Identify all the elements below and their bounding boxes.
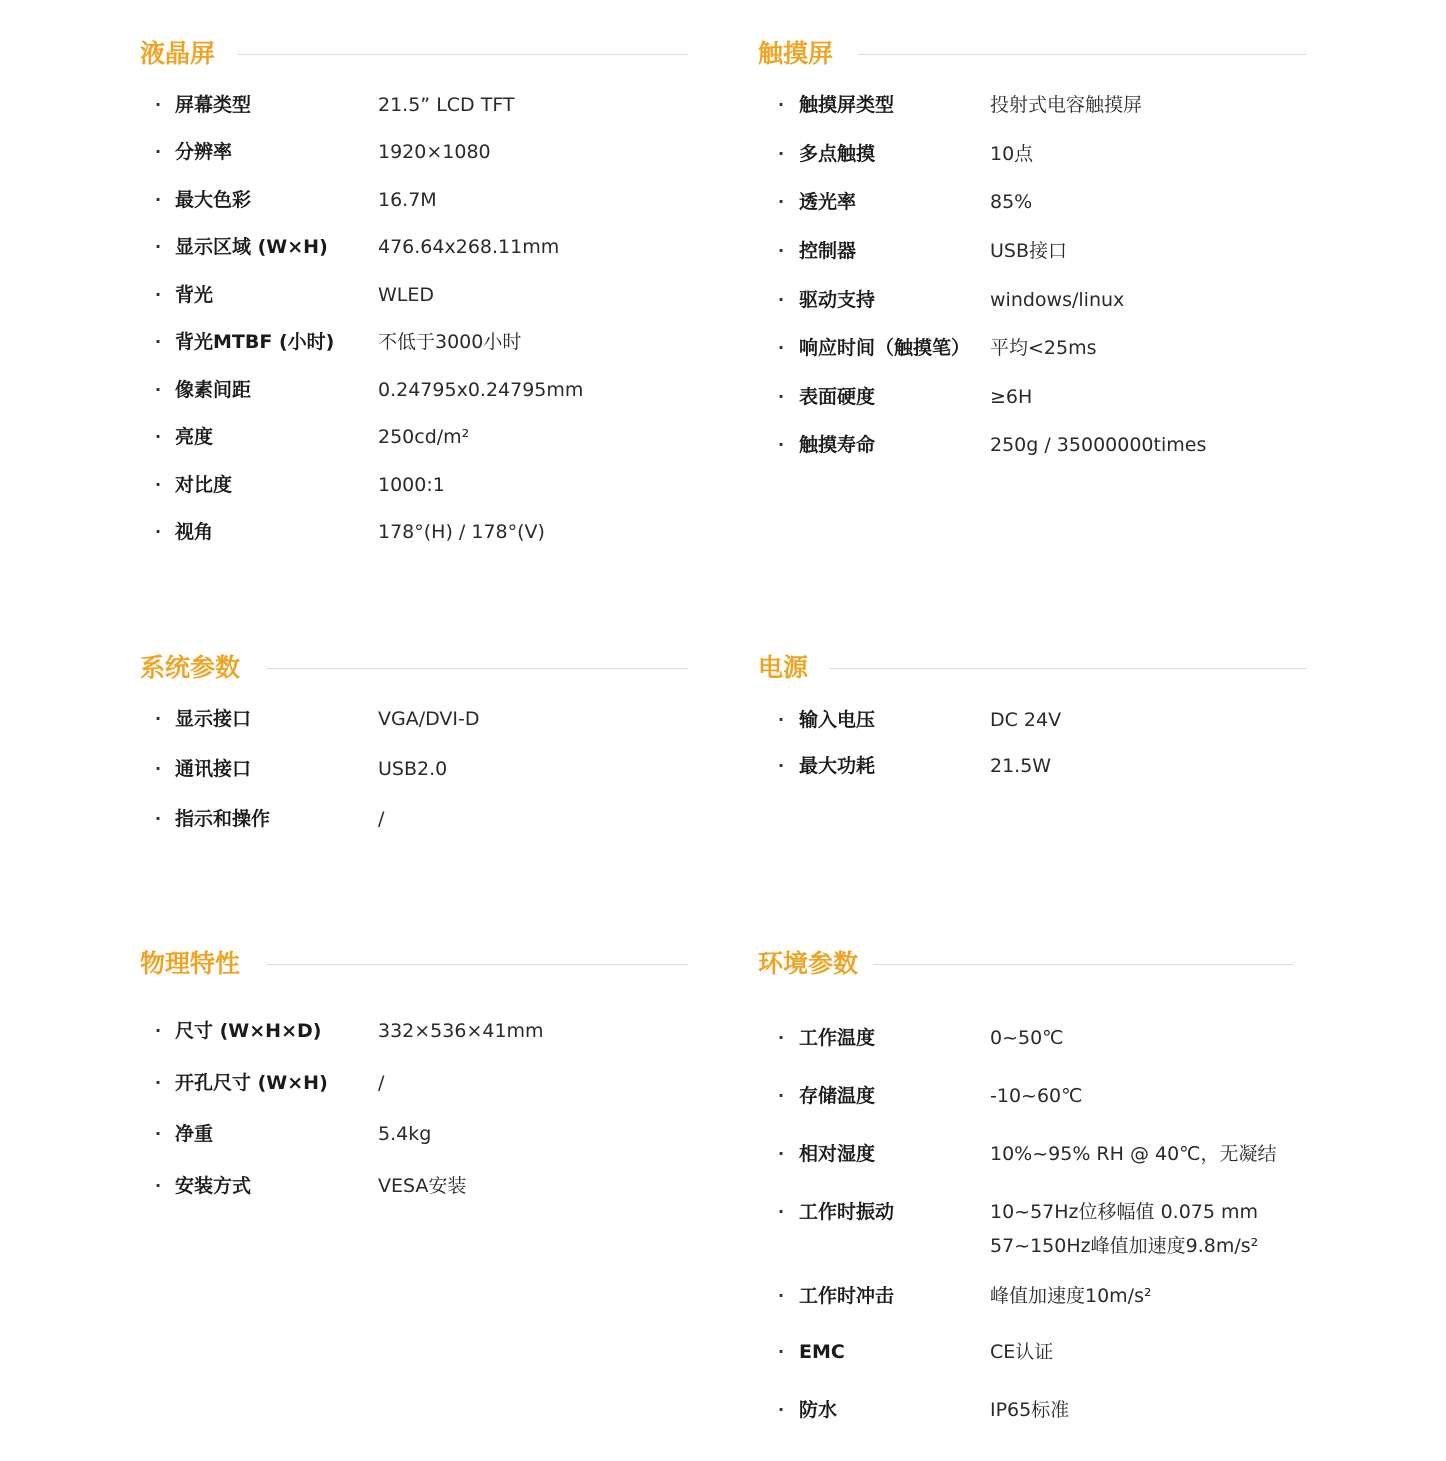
section-title: 物理特性 [140,949,241,978]
bullet-icon: · [778,95,785,114]
bullet-icon: · [778,241,785,260]
spec-label: 存储温度 [799,1085,876,1107]
section-title: 触摸屏 [758,39,834,68]
bullet-icon: · [778,1400,785,1419]
spec-value: 5.4kg [378,1123,432,1145]
spec-label: 通讯接口 [175,758,252,780]
spec-label: 对比度 [175,474,233,496]
spec-label: 工作时冲击 [799,1285,895,1307]
bullet-icon: · [155,759,162,778]
bullet-icon: · [155,1176,162,1195]
spec-label: 最大色彩 [175,189,252,211]
section-header [140,946,688,982]
bullet-icon: · [778,290,785,309]
section-lcd [140,36,688,566]
spec-value: 1920×1080 [378,141,491,163]
spec-value: 85% [990,191,1033,213]
spec-value: 0.24795x0.24795mm [378,379,584,401]
spec-label: 净重 [175,1123,214,1145]
spec-value: 476.64x268.11mm [378,236,560,258]
spec-value: 250cd/m² [378,426,470,448]
bullet-icon: · [778,756,785,775]
spec-label: 响应时间（触摸笔） [799,337,971,359]
bullet-icon: · [778,192,785,211]
bullet-icon: · [155,380,162,399]
spec-label: 表面硬度 [799,386,876,408]
spec-label: 背光MTBF (小时) [175,331,335,353]
spec-value: VESA安装 [378,1175,467,1197]
bullet-icon: · [778,435,785,454]
section-header [758,650,1306,686]
bullet-icon: · [155,475,162,494]
spec-label: 屏幕类型 [175,94,252,116]
spec-label: 开孔尺寸 (W×H) [175,1072,328,1094]
section-header [758,946,1306,982]
bullet-icon: · [155,709,162,728]
spec-label: 显示区域 (W×H) [175,236,328,258]
section-environment [758,946,1306,1436]
bullet-icon: · [155,142,162,161]
spec-value: / [378,1072,385,1094]
spec-label: 相对湿度 [799,1143,876,1165]
bullet-icon: · [778,1286,785,1305]
bullet-icon: · [155,190,162,209]
spec-value: ≥6H [990,386,1033,408]
spec-label: 透光率 [799,191,857,213]
spec-label: 驱动支持 [799,289,876,311]
spec-value: 332×536×41mm [378,1020,544,1042]
section-title: 电源 [758,653,809,682]
bullet-icon: · [778,1086,785,1105]
spec-label: 多点触摸 [799,143,876,165]
section-physical [140,946,688,1206]
bullet-icon: · [155,1124,162,1143]
section-header [140,650,688,686]
spec-label: 安装方式 [175,1175,252,1197]
section-title: 系统参数 [140,653,241,682]
bullet-icon: · [155,237,162,256]
bullet-icon: · [778,1342,785,1361]
spec-value: 平均<25ms [990,337,1097,359]
spec-value: 16.7M [378,189,437,211]
bullet-icon: · [155,95,162,114]
spec-value: WLED [378,284,435,306]
section-system [140,650,688,850]
section-header [758,36,1306,72]
spec-value: 178°(H) / 178°(V) [378,521,545,543]
spec-value: 250g / 35000000times [990,434,1207,456]
bullet-icon: · [778,1028,785,1047]
bullet-icon: · [778,710,785,729]
section-power [758,650,1306,800]
spec-value: 21.5” LCD TFT [378,94,515,116]
bullet-icon: · [778,1144,785,1163]
spec-label: 视角 [175,521,214,543]
section-divider [873,964,1293,965]
bullet-icon: · [778,1202,785,1221]
spec-label: 分辨率 [175,141,233,163]
bullet-icon: · [155,522,162,541]
spec-value-line2: 57~150Hz峰值加速度9.8m/s² [990,1235,1259,1257]
bullet-icon: · [155,332,162,351]
spec-value: CE认证 [990,1341,1054,1363]
spec-value: 21.5W [990,755,1052,777]
spec-value: USB2.0 [378,758,448,780]
spec-value: 0~50℃ [990,1027,1064,1049]
spec-label: 亮度 [175,426,214,448]
spec-label: 工作时振动 [799,1201,895,1223]
spec-value: 峰值加速度10m/s² [990,1285,1152,1307]
spec-label: 显示接口 [175,708,252,730]
spec-value: VGA/DVI-D [378,708,480,730]
bullet-icon: · [155,285,162,304]
spec-label: 背光 [175,284,214,306]
spec-label: 指示和操作 [175,808,271,830]
section-touch [758,36,1306,476]
spec-label: 触摸屏类型 [799,94,895,116]
bullet-icon: · [778,144,785,163]
section-title: 环境参数 [758,949,859,978]
section-header [140,36,688,72]
spec-value: -10~60℃ [990,1085,1083,1107]
spec-label: 像素间距 [175,379,252,401]
spec-label: 工作温度 [799,1027,876,1049]
spec-label: 输入电压 [799,709,876,731]
spec-label: 控制器 [799,240,857,262]
bullet-icon: · [155,1073,162,1092]
bullet-icon: · [778,387,785,406]
section-divider [858,54,1306,55]
section-title: 液晶屏 [140,39,216,68]
section-divider [238,54,688,55]
bullet-icon: · [155,1021,162,1040]
spec-value: IP65标准 [990,1399,1070,1421]
spec-value: DC 24V [990,709,1062,731]
spec-label: EMC [799,1341,845,1363]
spec-value: 10%~95% RH @ 40℃，无凝结 [990,1143,1277,1165]
spec-label: 防水 [799,1399,838,1421]
spec-value: 投射式电容触摸屏 [990,94,1143,116]
bullet-icon: · [155,427,162,446]
spec-label: 尺寸 (W×H×D) [175,1020,322,1042]
spec-value: 10点 [990,143,1034,165]
spec-value: windows/linux [990,289,1125,311]
bullet-icon: · [155,809,162,828]
spec-label: 最大功耗 [799,755,876,777]
section-divider [267,668,688,669]
spec-label: 触摸寿命 [799,434,876,456]
section-divider [830,668,1306,669]
spec-value: 1000:1 [378,474,445,496]
spec-value: 不低于3000小时 [378,331,522,353]
bullet-icon: · [778,338,785,357]
spec-value: / [378,808,385,830]
section-divider [267,964,688,965]
spec-value: USB接口 [990,240,1068,262]
spec-value: 10~57Hz位移幅值 0.075 mm [990,1201,1259,1223]
